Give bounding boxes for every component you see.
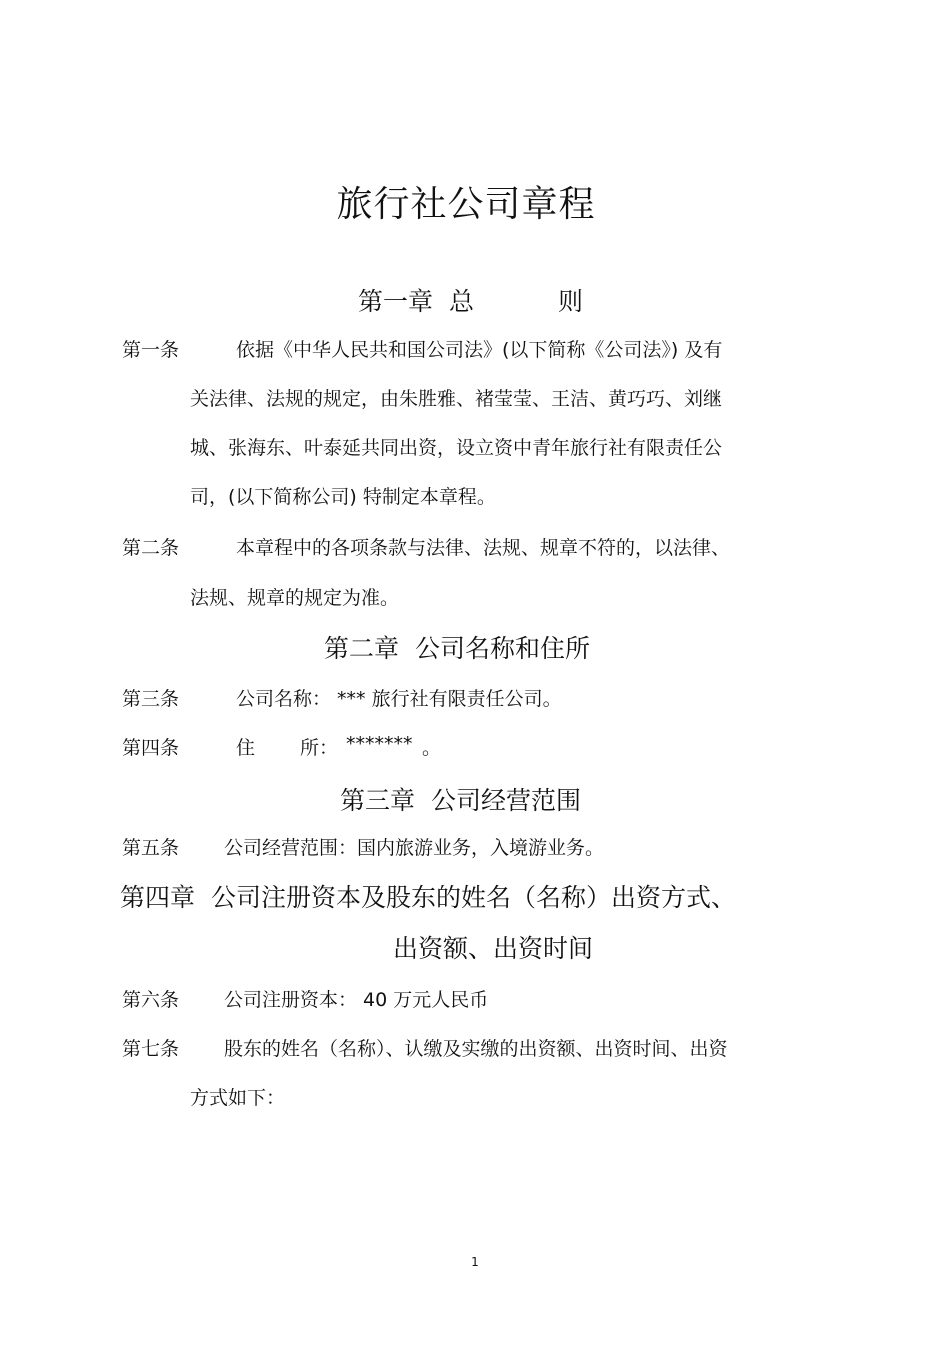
chapter-1-title-b: 则 xyxy=(558,287,584,316)
article-5-text: 公司经营范围：国内旅游业务，入境游业务。 xyxy=(224,837,605,859)
article-7-label: 第七条 xyxy=(122,1038,180,1060)
chapter-3-title: 公司经营范围 xyxy=(431,786,582,815)
chapter-1-title-a: 总 xyxy=(449,287,475,316)
page-number: 1 xyxy=(471,1255,479,1269)
article-4-field-a: 住 xyxy=(236,737,256,759)
article-4-field-b: 所： xyxy=(300,737,339,759)
article-7-line-2: 方式如下： xyxy=(190,1087,286,1109)
article-3-text: 公司名称： *** 旅行社有限责任公司。 xyxy=(236,688,562,710)
chapter-4-heading xyxy=(120,878,736,914)
chapter-3-label: 第三章 xyxy=(340,786,416,815)
chapter-2-title: 公司名称和住所 xyxy=(415,634,591,663)
article-2-label: 第二条 xyxy=(122,537,180,559)
article-7-line-1: 股东的姓名（名称）、认缴及实缴的出资额、出资时间、出资 xyxy=(224,1038,728,1060)
chapter-1-heading xyxy=(358,282,583,318)
article-5-label: 第五条 xyxy=(122,837,180,859)
document-title: 旅行社公司章程 xyxy=(336,184,596,225)
chapter-2-heading xyxy=(324,629,590,665)
article-4-label: 第四条 xyxy=(122,737,180,759)
article-1-label: 第一条 xyxy=(122,339,180,361)
chapter-4-label: 第四章 xyxy=(120,883,196,912)
article-1-line-1: 依据《中华人民共和国公司法》(以下简称《公司法》) 及有 xyxy=(236,339,723,361)
article-2-line-1: 本章程中的各项条款与法律、法规、规章不符的，以法律、 xyxy=(236,537,731,559)
article-4-value: ******* xyxy=(346,733,413,755)
chapter-2-label: 第二章 xyxy=(324,634,400,663)
chapter-4-title-line-2: 出资额、出资时间 xyxy=(393,934,594,963)
article-2-line-2: 法规、规章的规定为准。 xyxy=(190,587,400,609)
article-6-text: 公司注册资本： 40 万元人民币 xyxy=(224,989,489,1011)
article-1-line-3: 城、张海东、叶泰延共同出资，设立资中青年旅行社有限责任公 xyxy=(190,437,723,459)
article-4-end: 。 xyxy=(422,737,442,759)
chapter-4-title-line-1: 公司注册资本及股东的姓名（名称）出资方式、 xyxy=(211,883,737,912)
article-1-line-4: 司，(以下简称公司) 特制定本章程。 xyxy=(190,486,496,508)
chapter-1-label: 第一章 xyxy=(358,287,434,316)
article-3-label: 第三条 xyxy=(122,688,180,710)
article-1-line-2: 关法律、法规的规定，由朱胜雅、褚莹莹、王洁、黄巧巧、刘继 xyxy=(190,388,723,410)
chapter-3-heading xyxy=(340,781,581,817)
article-6-label: 第六条 xyxy=(122,989,180,1011)
